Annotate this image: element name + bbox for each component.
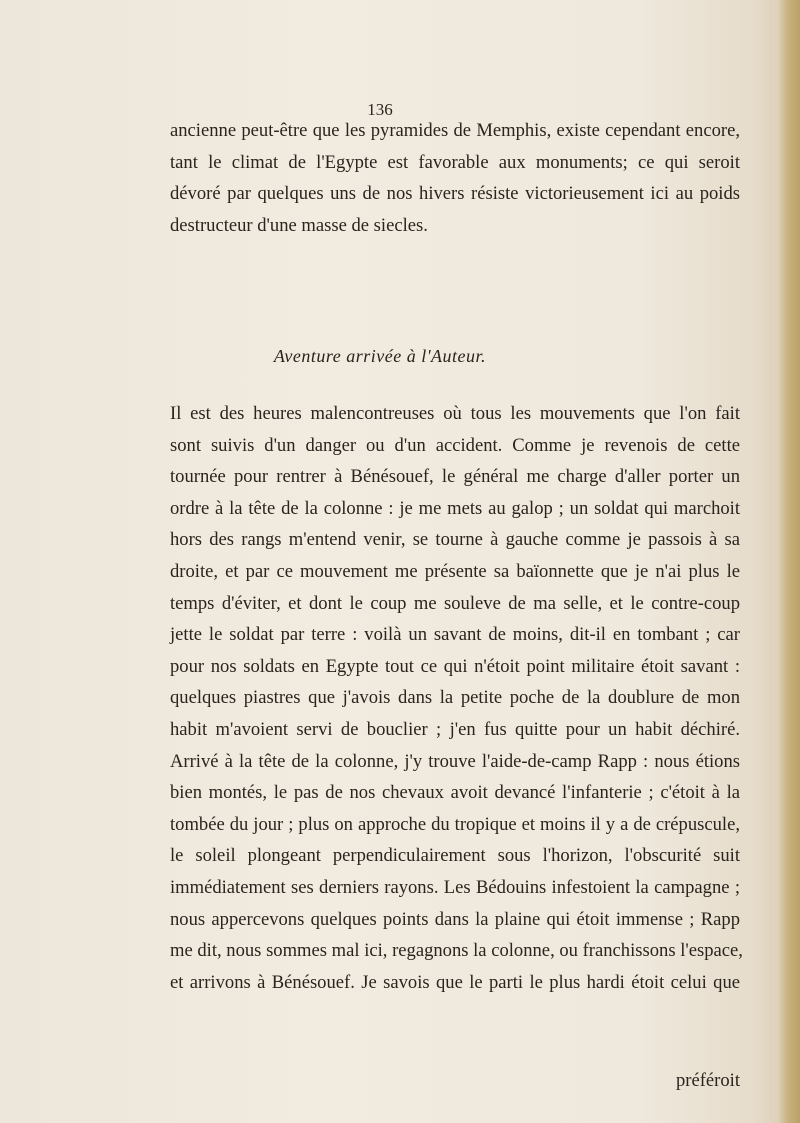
text-line: ordre à la tête de la colonne : je me mets au galop ; un soldat qui marchoit [170, 497, 740, 519]
text-line: nous appercevons quelques points dans la plaine qui étoit immense ; Rapp [170, 908, 740, 930]
text-line: sont suivis d'un danger ou d'un accident. Comme je revenois de cette [170, 434, 740, 456]
paragraph-1 [170, 115, 740, 241]
text-line: jette le soldat par terre : voilà un savant de moins, dit-il en tombant ; car [170, 624, 740, 646]
text-line: pour nos soldats en Egypte tout ce qui n'étoit point militaire étoit savant : [170, 655, 740, 677]
text-line: destructeur d'une masse de siecles. [170, 214, 428, 236]
text-line: bien montés, le pas de nos chevaux avoit devancé l'infanterie ; c'étoit à la [170, 782, 740, 804]
section-heading: Aventure arrivée à l'Auteur. [273, 346, 487, 366]
text-line: Il est des heures malencontreuses où tous les mouvements que l'on fait [170, 403, 740, 424]
text-line: dévoré par quelques uns de nos hivers résiste victorieusement ici au poids [170, 183, 740, 205]
text-line: tombée du jour ; plus on approche du tropique et moins il y a de crépuscule, [170, 813, 740, 835]
text-line: habit m'avoient servi de bouclier ; j'en fus quitte pour un habit déchiré. [170, 718, 740, 740]
text-line: temps d'éviter, et dont le coup me souleve de ma selle, et le contre-coup [170, 592, 740, 614]
text-line: ancienne peut-être que les pyramides de Memphis, existe cependant encore, [170, 120, 740, 141]
paragraph-2 [170, 398, 743, 998]
text-line: me dit, nous sommes mal ici, regagnons la colonne, ou franchissons l'espace, [170, 940, 743, 962]
catchword: préféroit [675, 1070, 740, 1091]
text-line: tant le climat de l'Egypte est favorable aux monuments; ce qui seroit [170, 151, 740, 173]
text-line: droite, et par ce mouvement me présente sa baïonnette que je n'ai plus le [170, 560, 740, 582]
text-line: hors des rangs m'entend venir, se tourne à gauche comme je passois à sa [170, 529, 740, 551]
page-edge-shadow [778, 0, 800, 1123]
page-number: 136 [367, 100, 393, 119]
text-line: tournée pour rentrer à Bénésouef, le général me charge d'aller porter un [170, 466, 740, 488]
text-line: quelques piastres que j'avois dans la petite poche de la doublure de mon [170, 687, 740, 709]
text-line: Arrivé à la tête de la colonne, j'y trouve l'aide-de-camp Rapp : nous étions [170, 750, 740, 772]
text-line: le soleil plongeant perpendiculairement sous l'horizon, l'obscurité suit [170, 845, 740, 867]
text-line: immédiatement ses derniers rayons. Les Bédouins infestoient la campagne ; [170, 876, 740, 898]
text-line: et arrivons à Bénésouef. Je savois que le parti le plus hardi étoit celui que [170, 971, 740, 993]
